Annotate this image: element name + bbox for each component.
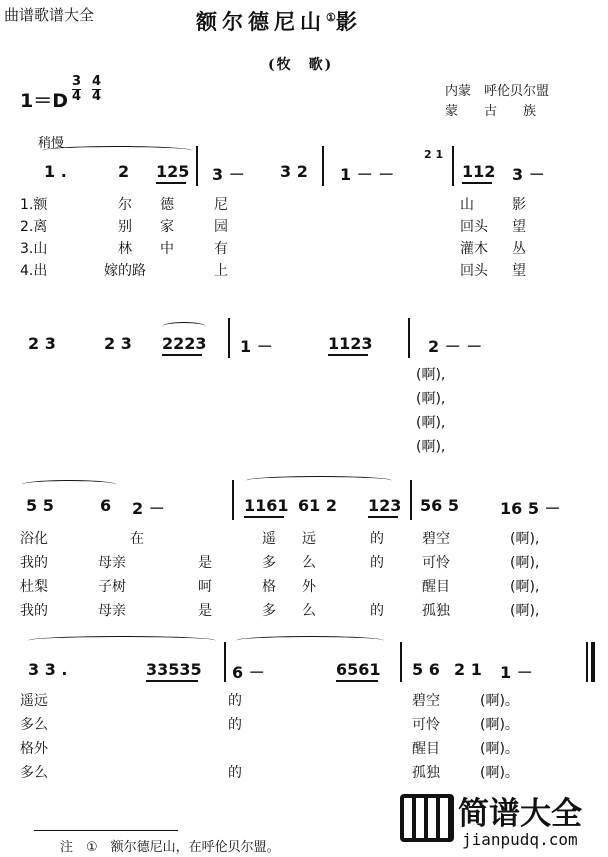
lyric: 的 [228, 693, 242, 709]
lyric: (啊)。 [480, 765, 519, 781]
phrase-slur [22, 480, 116, 489]
lyric: 的 [228, 765, 242, 781]
watermark-brand: 简谱大全 [458, 796, 582, 832]
bar-line [196, 146, 198, 186]
title-main: 额尔德尼山 [196, 9, 326, 34]
watermark-logo [396, 786, 608, 857]
bar-line [586, 642, 588, 682]
note-group: 2 [118, 162, 130, 181]
beam [156, 182, 186, 184]
tempo-marking: 稍慢 [38, 136, 65, 151]
phrase-slur [246, 476, 392, 485]
bar-line [408, 318, 410, 358]
bar-line [228, 318, 230, 358]
note-group: 1 － [500, 663, 533, 682]
lyric: 格外 [20, 741, 48, 757]
piano-key [416, 798, 424, 838]
note-group: 1 . [44, 162, 67, 181]
lyric: (啊)。 [480, 693, 519, 709]
lyric: (啊), [416, 367, 446, 383]
lyric: (啊), [510, 531, 540, 547]
piano-key [428, 798, 436, 838]
lyric: 山 [460, 197, 474, 213]
meter-numerator: 3 [72, 74, 82, 89]
origin-region: 内蒙 呼伦贝尔盟 [445, 84, 550, 99]
lyric: 浴化 [20, 531, 48, 547]
lyric: 我的 [20, 603, 48, 619]
key-signature: 1＝D [20, 90, 68, 112]
note-group: 6 － [232, 663, 265, 682]
lyric: 灌木 [460, 241, 488, 257]
lyric: (啊)。 [480, 741, 519, 757]
note-group: 1 － － [340, 165, 395, 184]
song-title [196, 6, 362, 36]
lyric: 望 [512, 263, 526, 279]
lyric: 多么 [20, 765, 48, 781]
bar-line [400, 642, 402, 682]
note-group: 1123 [328, 334, 373, 353]
lyric: 多 [262, 603, 276, 619]
lyric: 在 [130, 531, 144, 547]
note-group: 2 － [132, 499, 165, 518]
lyric: 远 [302, 531, 316, 547]
lyric: (啊), [510, 603, 540, 619]
footnote: 注 ① 额尔德尼山，在呼伦贝尔盟。 [60, 840, 280, 855]
lyric: (啊), [416, 391, 446, 407]
note-group: 123 [368, 496, 402, 515]
watermark-url: jianpudq.com [462, 830, 578, 849]
bar-line [410, 480, 412, 520]
piano-keys-icon [400, 794, 454, 842]
note-group: 5 6 [412, 660, 440, 679]
note-group: 2 3 [28, 334, 56, 353]
note-group: 125 [156, 162, 190, 181]
lyric: 林 [118, 241, 132, 257]
lyric: 上 [214, 263, 228, 279]
lyric: 嫁的路 [104, 263, 146, 279]
origin-ethnicity: 蒙 古 族 [445, 104, 537, 119]
phrase-slur [28, 636, 216, 645]
lyric: 德 [160, 197, 174, 213]
note-group: 6561 [336, 660, 381, 679]
lyric: 影 [512, 197, 526, 213]
lyric: 遥 [262, 531, 276, 547]
lyric: 4.出 [20, 263, 48, 279]
lyric: 碧空 [422, 531, 450, 547]
lyric: 的 [370, 555, 384, 571]
meter-numerator: 4 [92, 74, 102, 89]
lyric: 母亲 [98, 603, 126, 619]
note-group: 2 1 [454, 660, 482, 679]
lyric: 格 [262, 579, 276, 595]
note-group: 33535 [146, 660, 202, 679]
lyric: 么 [302, 555, 316, 571]
lyric: 醒目 [412, 741, 440, 757]
lyric: 回头 [460, 263, 488, 279]
lyric: 的 [228, 717, 242, 733]
lyric: 是 [198, 555, 212, 571]
final-bar-line [591, 642, 595, 682]
note-group: 3 － [212, 165, 245, 184]
beam [162, 354, 202, 356]
meter-denominator: 4 [92, 89, 102, 104]
lyric: (啊), [510, 579, 540, 595]
lyric: (啊), [416, 415, 446, 431]
lyric: 孤独 [412, 765, 440, 781]
bar-line [452, 146, 454, 186]
phrase-slur [236, 636, 384, 645]
lyric: 可怜 [412, 717, 440, 733]
lyric: 1.额 [20, 197, 48, 213]
lyric: 我的 [20, 555, 48, 571]
phrase-slur [162, 322, 206, 331]
lyric: 可怜 [422, 555, 450, 571]
lyric: 2.离 [20, 219, 48, 235]
time-signature-3-4 [72, 76, 81, 103]
lyric: 园 [214, 219, 228, 235]
beam [146, 680, 198, 682]
title-tail: 影 [335, 9, 362, 34]
lyric: 多么 [20, 717, 48, 733]
lyric: 醒目 [422, 579, 450, 595]
lyric: 是 [198, 603, 212, 619]
note-group: 5 5 [26, 496, 54, 515]
note-group: 61 2 [298, 496, 337, 515]
lyric: 尼 [214, 197, 228, 213]
lyric: 孤独 [422, 603, 450, 619]
beam [328, 354, 368, 356]
beam [462, 182, 492, 184]
lyric: 的 [370, 603, 384, 619]
footnote-rule [34, 830, 178, 831]
note-group: 3 2 [280, 162, 308, 181]
lyric: 子树 [98, 579, 126, 595]
beam [368, 516, 398, 518]
bar-line [322, 146, 324, 186]
song-genre: (牧 歌) [268, 57, 334, 73]
lyric: 中 [160, 241, 174, 257]
note-group: 112 [462, 162, 496, 181]
piano-key [440, 798, 448, 838]
meter-denominator: 4 [72, 89, 82, 104]
lyric: 3.山 [20, 241, 48, 257]
lyric: 望 [512, 219, 526, 235]
time-signature-4-4 [92, 76, 101, 103]
lyric: (啊), [416, 439, 446, 455]
note-group: 3 － [512, 165, 545, 184]
lyric: 遥远 [20, 693, 48, 709]
site-label: 曲谱歌谱大全 [4, 6, 95, 24]
lyric: 回头 [460, 219, 488, 235]
note-group: 6 [100, 496, 112, 515]
lyric: 有 [214, 241, 228, 257]
note-group: 2 － － [428, 337, 483, 356]
lyric: 别 [118, 219, 132, 235]
bar-line [232, 480, 234, 520]
footnote-mark: ① [326, 11, 336, 24]
note-group: 2 3 [104, 334, 132, 353]
lyric: 尔 [118, 197, 132, 213]
lyric: 杜梨 [20, 579, 48, 595]
note-group: 1161 [244, 496, 289, 515]
lyric: 的 [370, 531, 384, 547]
note-group: 2223 [162, 334, 207, 353]
bar-line [224, 642, 226, 682]
beam [336, 680, 378, 682]
grace-notes: 2 1 [424, 148, 444, 161]
lyric: 多 [262, 555, 276, 571]
lyric: 母亲 [98, 555, 126, 571]
phrase-slur [42, 146, 192, 155]
note-group: 16 5 － [500, 499, 561, 518]
lyric: 家 [160, 219, 174, 235]
lyric: 呵 [198, 579, 212, 595]
lyric: 碧空 [412, 693, 440, 709]
lyric: 么 [302, 603, 316, 619]
piano-key [404, 798, 412, 838]
lyric: 外 [302, 579, 316, 595]
note-group: 1 － [240, 337, 273, 356]
beam [244, 516, 284, 518]
lyric: (啊), [510, 555, 540, 571]
lyric: 丛 [512, 241, 526, 257]
note-group: 56 5 [420, 496, 459, 515]
lyric: (啊)。 [480, 717, 519, 733]
note-group: 3 3 . [28, 660, 68, 679]
